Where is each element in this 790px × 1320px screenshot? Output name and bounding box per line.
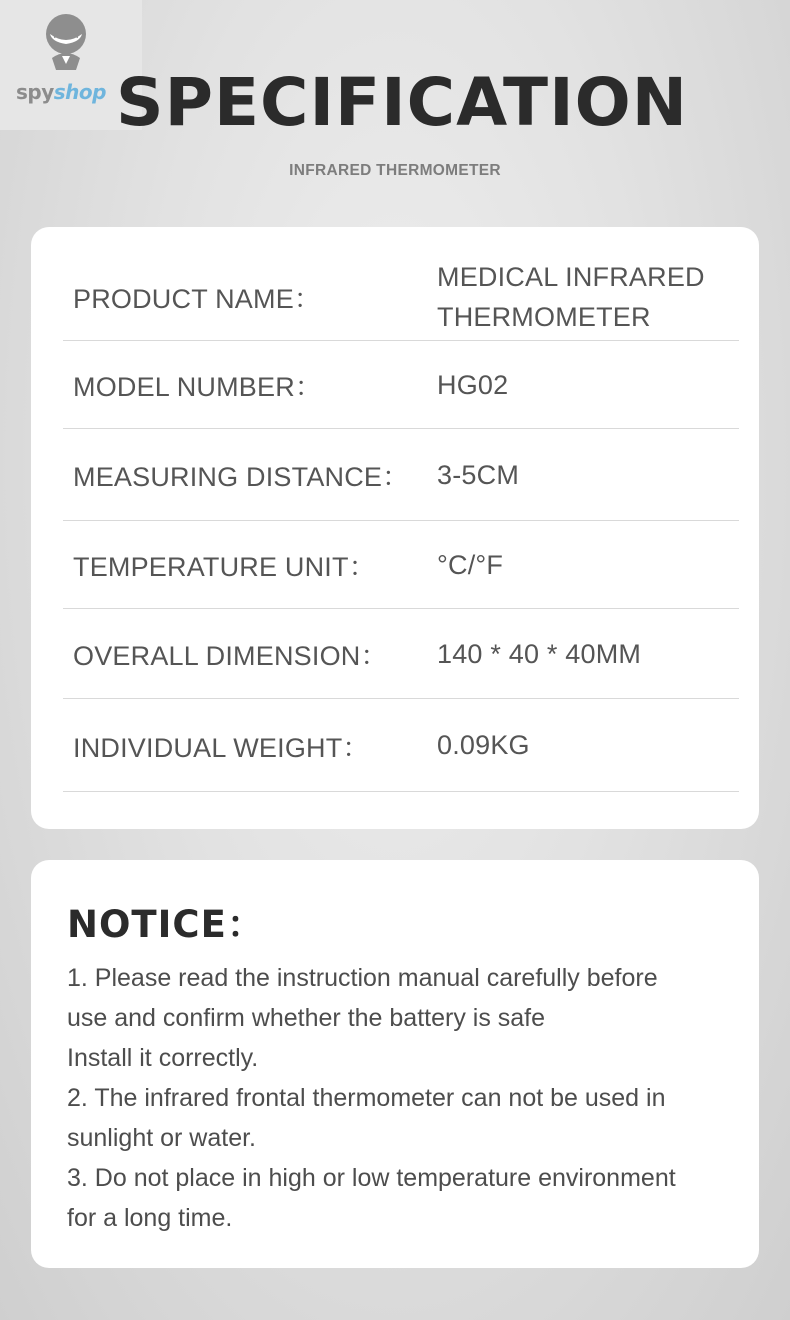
spec-label: PRODUCT NAME：: [73, 284, 322, 314]
notice-line: 2. The infrared frontal thermometer can not be used in: [67, 1084, 666, 1112]
spec-value: [437, 257, 739, 337]
spec-value-line: MEDICAL INFRARED: [437, 261, 705, 292]
logo-text-spy: spy: [16, 80, 54, 104]
spec-value: °C/°F: [437, 549, 504, 580]
notice-line: sunlight or water.: [67, 1124, 256, 1152]
spec-row-measuring-distance: [63, 429, 739, 521]
spec-label: TEMPERATURE UNIT：: [73, 552, 376, 582]
spec-label: MEASURING DISTANCE：: [73, 462, 410, 492]
spec-label: MODEL NUMBER：: [73, 372, 323, 402]
page-subtitle: INFRARED THERMOMETER: [289, 162, 501, 179]
spec-row-temperature-unit: [63, 521, 739, 609]
spec-value: 0.09KG: [437, 730, 530, 760]
logo-text-shop: shop: [53, 80, 106, 104]
notice-card: [31, 860, 759, 1268]
spec-label: INDIVIDUAL WEIGHT：: [73, 732, 370, 763]
page-title: SPECIFICATION: [116, 64, 688, 141]
notice-line: 1. Please read the instruction manual carefully before: [67, 964, 658, 992]
spec-value-line: THERMOMETER: [437, 301, 651, 332]
notice-line: use and confirm whether the battery is safe: [67, 1004, 546, 1032]
spec-row-product-name: [63, 253, 739, 341]
notice-line: Install it correctly.: [67, 1044, 259, 1072]
notice-line: 3. Do not place in high or low temperature environment: [67, 1164, 676, 1192]
spec-row-model-number: [63, 341, 739, 429]
spec-row-individual-weight: [63, 699, 739, 792]
notice-line: for a long time.: [67, 1204, 233, 1232]
spec-label: OVERALL DIMENSION：: [73, 641, 388, 671]
spec-row-overall-dimension: [63, 609, 739, 699]
spec-value: 3-5CM: [437, 459, 520, 490]
spec-value: HG02: [437, 369, 509, 400]
spec-value: 140 * 40 * 40MM: [437, 638, 642, 669]
notice-title: NOTICE：: [67, 903, 265, 946]
specification-card: [31, 227, 759, 829]
